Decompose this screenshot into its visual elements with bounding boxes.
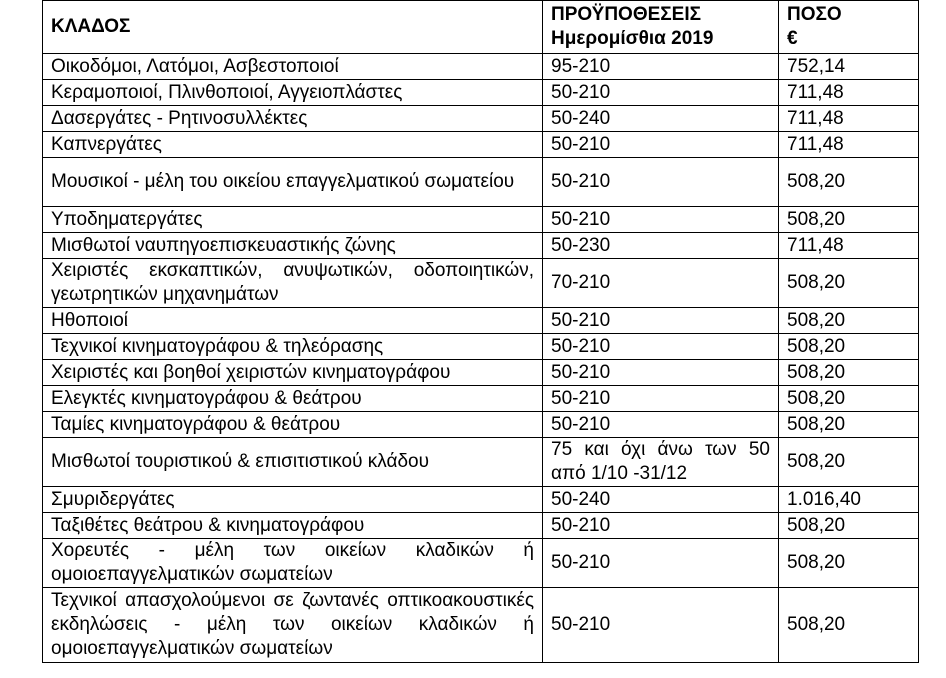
poso-cell: 711,48 [779, 106, 919, 132]
proypotheseis-cell: 50-210 [543, 588, 779, 663]
benefits-table [42, 0, 919, 663]
poso-cell: 508,20 [779, 513, 919, 539]
proypotheseis-cell: 50-210 [543, 334, 779, 360]
kladon-cell: Καπνεργάτες [43, 132, 543, 158]
poso-cell: 508,20 [779, 438, 919, 487]
header-kladon [43, 1, 543, 54]
header-proypotheseis [543, 1, 779, 54]
table-row [43, 233, 919, 259]
table-row [43, 412, 919, 438]
header-poso [779, 1, 919, 54]
header-kladon-label: ΚΛΑΔΟΣ [51, 16, 131, 37]
table-header-row [43, 1, 919, 54]
table-row [43, 132, 919, 158]
table-row [43, 539, 919, 588]
table-row [43, 487, 919, 513]
proypotheseis-cell: 70-210 [543, 259, 779, 308]
table-row [43, 438, 919, 487]
poso-cell: 508,20 [779, 259, 919, 308]
poso-cell: 508,20 [779, 539, 919, 588]
table-row [43, 259, 919, 308]
proypotheseis-cell: 75 και όχι άνω των 50 από 1/10 -31/12 [543, 438, 779, 487]
table-row [43, 207, 919, 233]
kladon-cell: Σμυριδεργάτες [43, 487, 543, 513]
table-row [43, 54, 919, 80]
poso-cell: 508,20 [779, 308, 919, 334]
poso-cell: 752,14 [779, 54, 919, 80]
proypotheseis-cell: 50-230 [543, 233, 779, 259]
kladon-cell: Ταξιθέτες θεάτρου & κινηματογράφου [43, 513, 543, 539]
kladon-cell: Μουσικοί - μέλη του οικείου επαγγελματικού σωματείου [43, 158, 543, 207]
kladon-cell: Χειριστές και βοηθοί χειριστών κινηματογράφου [43, 360, 543, 386]
poso-cell: 508,20 [779, 360, 919, 386]
table-row [43, 106, 919, 132]
kladon-cell: Ελεγκτές κινηματογράφου & θεάτρου [43, 386, 543, 412]
kladon-cell: Μισθωτοί τουριστικού & επισιτιστικού κλάδου [43, 438, 543, 487]
header-proypotheseis-line1: ΠΡΟΫΠΟΘΕΣΕΙΣ [551, 4, 702, 25]
proypotheseis-cell: 50-210 [543, 80, 779, 106]
poso-cell: 508,20 [779, 588, 919, 663]
poso-cell: 711,48 [779, 233, 919, 259]
table-row [43, 158, 919, 207]
poso-cell: 508,20 [779, 207, 919, 233]
proypotheseis-cell: 50-240 [543, 487, 779, 513]
proypotheseis-cell: 50-210 [543, 412, 779, 438]
poso-cell: 508,20 [779, 158, 919, 207]
proypotheseis-cell: 50-210 [543, 207, 779, 233]
proypotheseis-cell: 50-210 [543, 539, 779, 588]
header-proypotheseis-line2: Ημερομίσθια 2019 [551, 28, 714, 49]
kladon-cell: Δασεργάτες - Ρητινοσυλλέκτες [43, 106, 543, 132]
table-row [43, 386, 919, 412]
kladon-cell: Ηθοποιοί [43, 308, 543, 334]
header-poso-line1: ΠΟΣΟ [787, 4, 842, 25]
proypotheseis-cell: 50-210 [543, 386, 779, 412]
proypotheseis-cell: 50-210 [543, 132, 779, 158]
proypotheseis-cell: 50-210 [543, 513, 779, 539]
poso-cell: 508,20 [779, 386, 919, 412]
kladon-cell: Τεχνικοί απασχολούμενοι σε ζωντανές οπτικοακουστικές εκδηλώσεις - μέλη των οικείων κλαδικών ή ομοιοεπαγγελματικών σωματείων [43, 588, 543, 663]
table-row [43, 308, 919, 334]
table-row [43, 513, 919, 539]
table-row [43, 334, 919, 360]
poso-cell: 711,48 [779, 80, 919, 106]
table-row [43, 360, 919, 386]
poso-cell: 508,20 [779, 334, 919, 360]
table-row [43, 588, 919, 663]
proypotheseis-cell: 50-240 [543, 106, 779, 132]
poso-cell: 711,48 [779, 132, 919, 158]
kladon-cell: Χορευτές - μέλη των οικείων κλαδικών ή ομοιοεπαγγελματικών σωματείων [43, 539, 543, 588]
kladon-cell: Υποδηματεργάτες [43, 207, 543, 233]
kladon-cell: Χειριστές εκσκαπτικών, ανυψωτικών, οδοποιητικών, γεωτρητικών μηχανημάτων [43, 259, 543, 308]
proypotheseis-cell: 50-210 [543, 360, 779, 386]
poso-cell: 508,20 [779, 412, 919, 438]
kladon-cell: Ταμίες κινηματογράφου & θεάτρου [43, 412, 543, 438]
kladon-cell: Οικοδόμοι, Λατόμοι, Ασβεστοποιοί [43, 54, 543, 80]
proypotheseis-cell: 95-210 [543, 54, 779, 80]
kladon-cell: Τεχνικοί κινηματογράφου & τηλεόρασης [43, 334, 543, 360]
table-row [43, 80, 919, 106]
poso-cell: 1.016,40 [779, 487, 919, 513]
proypotheseis-cell: 50-210 [543, 308, 779, 334]
header-poso-line2: € [787, 28, 798, 49]
kladon-cell: Κεραμοποιοί, Πλινθοποιοί, Αγγειοπλάστες [43, 80, 543, 106]
kladon-cell: Μισθωτοί ναυπηγοεπισκευαστικής ζώνης [43, 233, 543, 259]
proypotheseis-cell: 50-210 [543, 158, 779, 207]
